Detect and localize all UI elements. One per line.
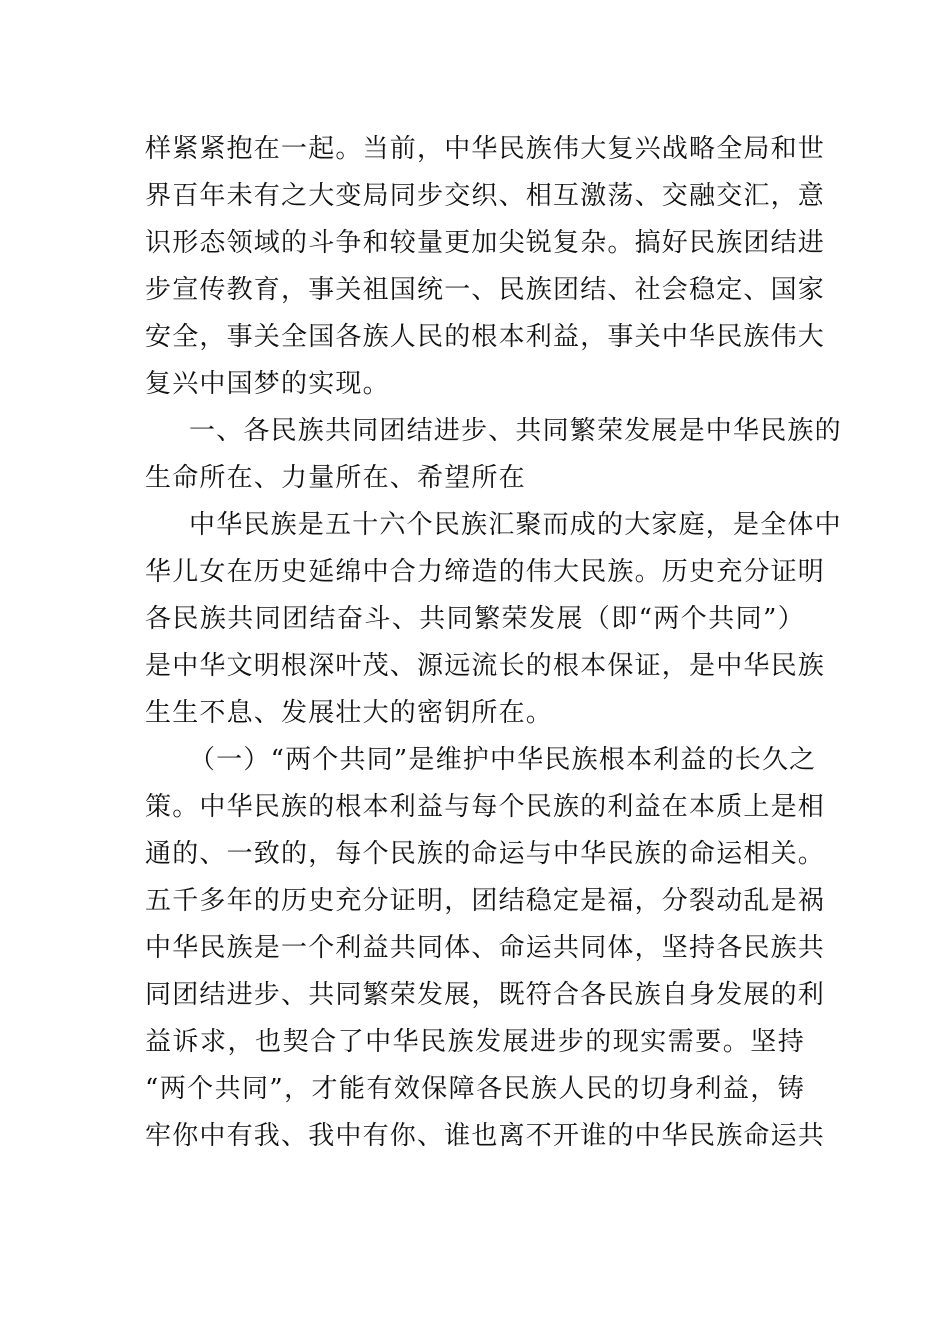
text-line: 益诉求，也契合了中华民族发展进步的现实需要。坚持 (145, 1027, 805, 1057)
text-line: 步宣传教育，事关祖国统一、民族团结、社会稳定、国家 (145, 275, 826, 305)
text-line: 同团结进步、共同繁荣发展，既符合各民族自身发展的利 (145, 980, 826, 1010)
text-line: 识形态领域的斗争和较量更加尖锐复杂。搞好民族团结进 (145, 228, 826, 258)
text-line: 生生不息、发展壮大的密钥所在。 (145, 698, 554, 728)
text-line: 通的、一致的，每个民族的命运与中华民族的命运相关。 (145, 839, 826, 869)
text-line: 复兴中国梦的实现。 (145, 369, 390, 399)
text-line: 一、各民族共同团结进步、共同繁荣发展是中华民族的 (189, 416, 842, 446)
text-line: 各民族共同团结奋斗、共同繁荣发展（即“两个共同”） (145, 604, 805, 634)
text-line: （一）“两个共同”是维护中华民族根本利益的长久之 (189, 745, 817, 775)
text-line: 安全，事关全国各族人民的根本利益，事关中华民族伟大 (145, 322, 826, 352)
document-body (145, 126, 842, 1160)
text-line: 是中华文明根深叶茂、源远流长的根本保证，是中华民族 (145, 651, 826, 681)
text-line: 华儿女在历史延绵中合力缔造的伟大民族。历史充分证明 (145, 557, 826, 587)
text-line: 样紧紧抱在一起。当前，中华民族伟大复兴战略全局和世 (145, 134, 826, 164)
text-line: 牢你中有我、我中有你、谁也离不开谁的中华民族命运共 (145, 1121, 826, 1151)
text-line: 界百年未有之大变局同步交织、相互激荡、交融交汇，意 (145, 181, 826, 211)
text-line: 策。中华民族的根本利益与每个民族的利益在本质上是相 (145, 792, 826, 822)
text-line: 五千多年的历史充分证明，团结稳定是福，分裂动乱是祸 (145, 886, 826, 916)
text-line: 生命所在、力量所在、希望所在 (145, 463, 526, 493)
text-line: “两个共同”，才能有效保障各民族人民的切身利益，铸 (145, 1074, 805, 1104)
text-line: 中华民族是一个利益共同体、命运共同体，坚持各民族共 (145, 933, 826, 963)
text-line: 中华民族是五十六个民族汇聚而成的大家庭，是全体中 (189, 510, 842, 540)
